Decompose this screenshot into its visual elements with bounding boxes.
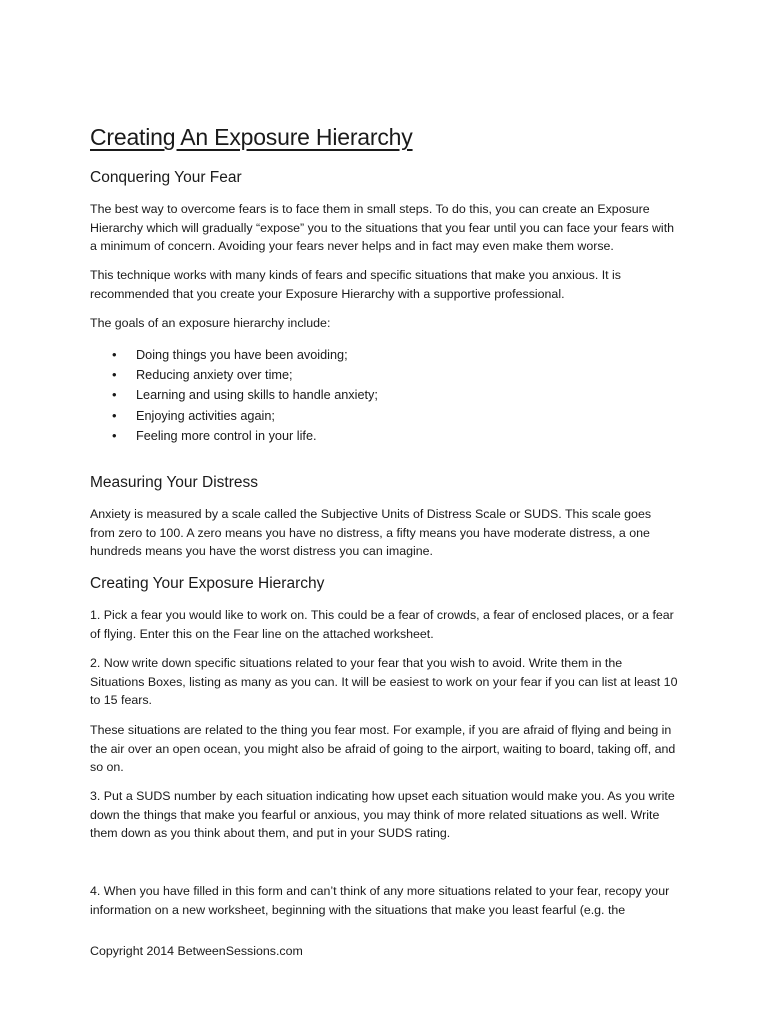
heading-conquering-your-fear: Conquering Your Fear — [90, 169, 242, 186]
paragraph-step-1: 1. Pick a fear you would like to work on. This could be a fear of crowds, a fear of enclosed places, or a fear of flying. Enter this on the Fear line on the attached worksheet. — [90, 608, 674, 641]
paragraph-technique: This technique works with many kinds of fears and specific situations that make you anxious. It is recommended that you create your Exposure Hierarchy with a supportive professional. — [90, 268, 621, 301]
bullet-icon: • — [112, 367, 117, 383]
heading-measuring-your-distress: Measuring Your Distress — [90, 474, 258, 491]
list-item: • Doing things you have been avoiding; — [90, 345, 378, 365]
bullet-icon: • — [112, 427, 117, 443]
paragraph-goals-intro: The goals of an exposure hierarchy include: — [90, 316, 331, 330]
list-item: • Reducing anxiety over time; — [90, 365, 378, 385]
bullet-icon: • — [112, 347, 117, 362]
goals-list — [90, 345, 378, 446]
paragraph-step-2-example: These situations are related to the thing you fear most. For example, if you are afraid of flying and being in the air over an open ocean, you might also be afraid of going to the airport, waiting to board, taking off, and so on. — [90, 723, 676, 775]
bullet-icon: • — [112, 407, 117, 423]
list-item: • Feeling more control in your life. — [90, 426, 378, 446]
footer-copyright: Copyright 2014 BetweenSessions.com — [90, 944, 303, 958]
heading-creating-your-exposure-hierarchy: Creating Your Exposure Hierarchy — [90, 575, 325, 592]
paragraph-suds: Anxiety is measured by a scale called the Subjective Units of Distress Scale or SUDS. This scale goes from zero to 100. A zero means you have no distress, a fifty means you have moderate distress, a one hundreds means you have the worst distress you can imagine. — [90, 507, 652, 559]
paragraph-step-3: 3. Put a SUDS number by each situation indicating how upset each situation would make you. As you write down the things that make you fearful or anxious, you may think of more related situations as well. Write them down as you think about them, and put in your SUDS rating. — [90, 789, 675, 841]
paragraph-step-2: 2. Now write down specific situations related to your fear that you wish to avoid. Write them in the Situations Boxes, listing as many as you can. It will be easiest to work on your fear if you can list at least 10 to 15 fears. — [90, 656, 678, 708]
bullet-icon: • — [112, 387, 117, 403]
page-title: Creating An Exposure Hierarchy — [90, 124, 413, 150]
paragraph-overcome-fears: The best way to overcome fears is to face them in small steps. To do this, you can create an Exposure Hierarchy which will gradually “expose” you to the situations that you fear until you can face your fears with a minimum of concern. Avoiding your fears never helps and in fact may even make them worse. — [90, 202, 675, 254]
paragraph-step-4: 4. When you have filled in this form and can’t think of any more situations related to your fear, recopy your information on a new worksheet, beginning with the situations that make you least fearful (e.g. the — [90, 884, 670, 917]
list-item: • Learning and using skills to handle anxiety; — [90, 385, 378, 405]
list-item: • Enjoying activities again; — [90, 406, 378, 426]
